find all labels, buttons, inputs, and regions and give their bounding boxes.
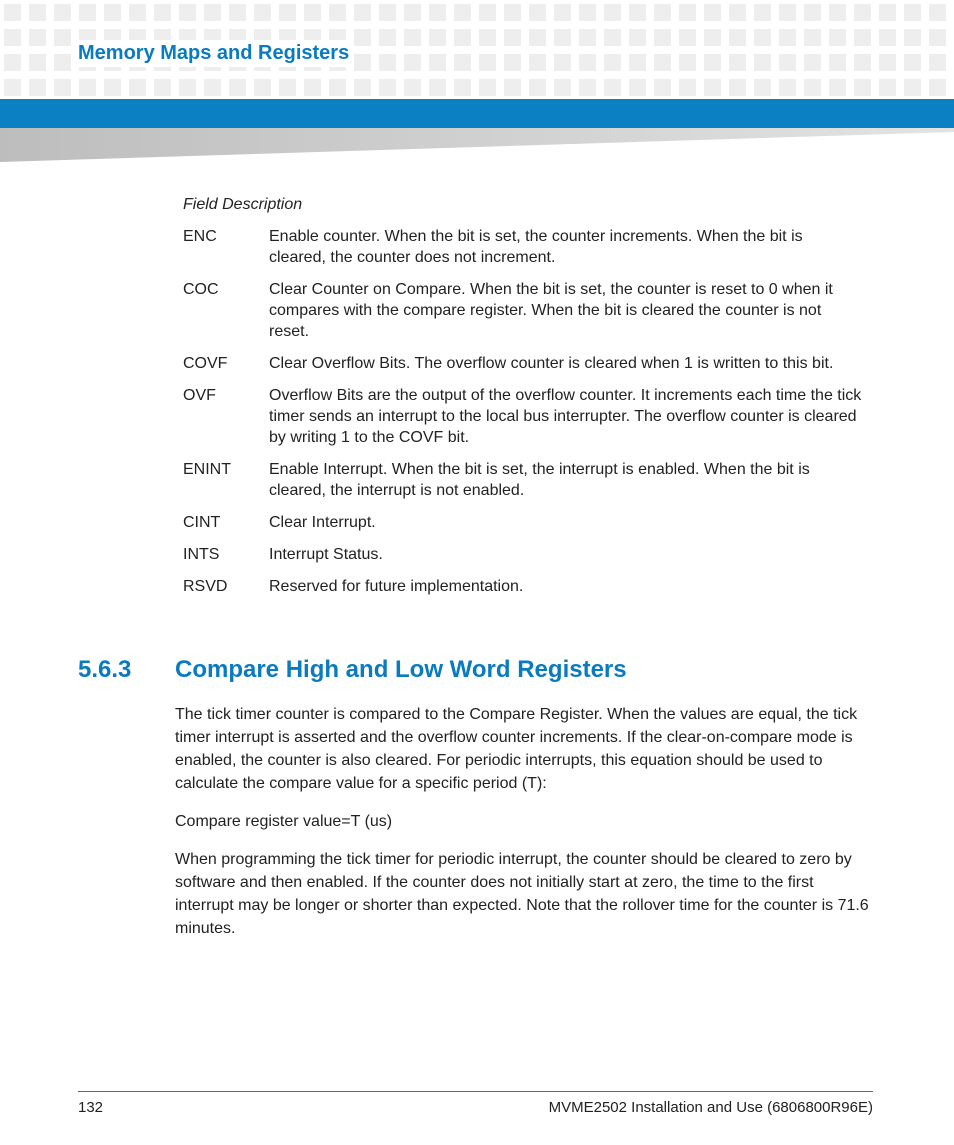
pattern-square xyxy=(404,29,421,46)
pattern-square xyxy=(779,29,796,46)
pattern-square xyxy=(754,29,771,46)
field-description: Clear Interrupt. xyxy=(269,514,376,531)
pattern-square xyxy=(179,79,196,96)
pattern-square xyxy=(4,54,21,71)
pattern-square xyxy=(354,29,371,46)
pattern-square xyxy=(29,29,46,46)
pattern-square xyxy=(379,79,396,96)
field-description: Enable Interrupt. When the bit is set, the interrupt is enabled. When the bit is cleared, the interrupt is not enabled. xyxy=(269,461,810,499)
pattern-square xyxy=(629,4,646,21)
pattern-square xyxy=(379,4,396,21)
field-description: Interrupt Status. xyxy=(269,546,383,563)
pattern-square xyxy=(29,79,46,96)
pattern-square xyxy=(804,4,821,21)
pattern-square xyxy=(779,4,796,21)
pattern-square xyxy=(54,29,71,46)
pattern-square xyxy=(429,79,446,96)
pattern-square xyxy=(929,54,946,71)
pattern-square xyxy=(729,79,746,96)
table-row xyxy=(183,279,863,342)
header-blue-band xyxy=(0,99,954,128)
pattern-square xyxy=(904,54,921,71)
pattern-square xyxy=(754,54,771,71)
pattern-square xyxy=(554,79,571,96)
pattern-square xyxy=(654,4,671,21)
pattern-square xyxy=(204,4,221,21)
pattern-square xyxy=(504,4,521,21)
pattern-square xyxy=(729,54,746,71)
pattern-square xyxy=(4,29,21,46)
pattern-square xyxy=(829,29,846,46)
pattern-square xyxy=(579,29,596,46)
pattern-square xyxy=(854,79,871,96)
pattern-square xyxy=(454,29,471,46)
pattern-square xyxy=(404,79,421,96)
pattern-square xyxy=(679,79,696,96)
pattern-square xyxy=(554,54,571,71)
pattern-square xyxy=(904,29,921,46)
table-row xyxy=(183,385,863,448)
pattern-square xyxy=(354,79,371,96)
field-description: Reserved for future implementation. xyxy=(269,578,524,595)
pattern-square xyxy=(804,79,821,96)
pattern-square xyxy=(354,54,371,71)
field-name: ENINT xyxy=(183,461,231,478)
pattern-square xyxy=(704,79,721,96)
pattern-square xyxy=(754,4,771,21)
pattern-square xyxy=(554,29,571,46)
pattern-square xyxy=(904,79,921,96)
pattern-square xyxy=(154,79,171,96)
section-heading xyxy=(78,656,627,684)
pattern-square xyxy=(504,79,521,96)
pattern-square xyxy=(854,29,871,46)
paragraph: When programming the tick timer for periodic interrupt, the counter should be cleared to zero by software and then enabled. If the counter does not initially start at zero, the time to the first interrupt may be longer or shorter than expected. Note that the rollover time for the counter is 71.6 minutes. xyxy=(175,851,869,937)
pattern-square xyxy=(854,4,871,21)
field-name: OVF xyxy=(183,387,216,404)
pattern-square xyxy=(704,4,721,21)
table-row xyxy=(183,512,863,533)
pattern-square xyxy=(879,4,896,21)
pattern-square xyxy=(804,54,821,71)
pattern-square xyxy=(629,79,646,96)
pattern-square xyxy=(254,79,271,96)
pattern-square xyxy=(479,4,496,21)
pattern-square xyxy=(654,79,671,96)
pattern-square xyxy=(379,54,396,71)
field-name: COVF xyxy=(183,355,228,372)
pattern-square xyxy=(604,4,621,21)
pattern-square xyxy=(104,79,121,96)
pattern-square xyxy=(579,54,596,71)
field-name: RSVD xyxy=(183,578,228,595)
pattern-square xyxy=(354,4,371,21)
pattern-square xyxy=(454,54,471,71)
pattern-square xyxy=(754,79,771,96)
pattern-square xyxy=(79,4,96,21)
field-name: INTS xyxy=(183,546,220,563)
pattern-square xyxy=(529,79,546,96)
field-name: CINT xyxy=(183,514,221,531)
pattern-square xyxy=(679,4,696,21)
field-name: COC xyxy=(183,281,219,298)
table-row xyxy=(183,226,863,268)
pattern-square xyxy=(4,4,21,21)
pattern-square xyxy=(829,54,846,71)
pattern-square xyxy=(579,4,596,21)
pattern-square xyxy=(929,79,946,96)
pattern-square xyxy=(529,29,546,46)
paragraph: The tick timer counter is compared to the Compare Register. When the values are equal, the tick timer interrupt is asserted and the overflow counter increments. If the clear-on-compare mode is enabled, the counter is also cleared. For periodic interrupts, this equation should be used to calculate the compare value for a specific period (T): xyxy=(175,706,858,792)
pattern-square xyxy=(629,54,646,71)
pattern-square xyxy=(404,54,421,71)
pattern-square xyxy=(779,79,796,96)
pattern-square xyxy=(579,79,596,96)
pattern-square xyxy=(229,4,246,21)
field-description: Clear Counter on Compare. When the bit is set, the counter is reset to 0 when it compares with the compare register. When the bit is cleared the counter is not reset. xyxy=(269,281,833,340)
pattern-square xyxy=(279,4,296,21)
table-row xyxy=(183,459,863,501)
pattern-square xyxy=(479,79,496,96)
pattern-square xyxy=(929,29,946,46)
equation: Compare register value=T (us) xyxy=(175,813,393,830)
pattern-square xyxy=(879,29,896,46)
pattern-square xyxy=(4,79,21,96)
pattern-square xyxy=(529,54,546,71)
pattern-square xyxy=(229,79,246,96)
pattern-square xyxy=(704,54,721,71)
pattern-square xyxy=(404,4,421,21)
pattern-square xyxy=(804,29,821,46)
pattern-square xyxy=(679,29,696,46)
field-table xyxy=(183,226,863,608)
pattern-square xyxy=(54,79,71,96)
page-number: 132 xyxy=(78,1099,104,1116)
pattern-square xyxy=(429,4,446,21)
pattern-square xyxy=(504,29,521,46)
pattern-square xyxy=(479,54,496,71)
pattern-square xyxy=(454,79,471,96)
pattern-square xyxy=(604,79,621,96)
pattern-square xyxy=(304,4,321,21)
pattern-square xyxy=(929,4,946,21)
footer-rule xyxy=(78,1091,873,1092)
pattern-square xyxy=(479,29,496,46)
pattern-square xyxy=(304,79,321,96)
pattern-square xyxy=(829,4,846,21)
document-title: MVME2502 Installation and Use (6806800R96E) xyxy=(548,1099,873,1116)
pattern-square xyxy=(79,79,96,96)
pattern-square xyxy=(329,4,346,21)
pattern-square xyxy=(629,29,646,46)
table-row xyxy=(183,544,863,565)
pattern-square xyxy=(329,79,346,96)
pattern-square xyxy=(254,4,271,21)
pattern-square xyxy=(454,4,471,21)
pattern-square xyxy=(604,29,621,46)
field-description: Overflow Bits are the output of the overflow counter. It increments each time the tick timer sends an interrupt to the local bus interrupter. The overflow counter is cleared by writing 1 to the COVF bit. xyxy=(269,387,862,446)
pattern-square xyxy=(29,54,46,71)
header-grey-wedge xyxy=(0,128,954,164)
pattern-square xyxy=(729,4,746,21)
pattern-square xyxy=(429,54,446,71)
pattern-square xyxy=(179,4,196,21)
pattern-square xyxy=(729,29,746,46)
running-header-title: Memory Maps and Registers xyxy=(78,40,353,67)
pattern-square xyxy=(654,54,671,71)
pattern-square xyxy=(204,79,221,96)
section-number: 5.6.3 xyxy=(78,656,132,683)
pattern-square xyxy=(104,4,121,21)
field-name: ENC xyxy=(183,228,217,245)
pattern-square xyxy=(54,4,71,21)
pattern-square xyxy=(654,29,671,46)
pattern-square xyxy=(529,4,546,21)
field-description: Clear Overflow Bits. The overflow counter is cleared when 1 is written to this bit. xyxy=(269,355,834,372)
section-title: Compare High and Low Word Registers xyxy=(175,656,627,683)
pattern-square xyxy=(54,54,71,71)
table-row xyxy=(183,576,863,597)
pattern-square xyxy=(604,54,621,71)
pattern-square xyxy=(704,29,721,46)
pattern-square xyxy=(29,4,46,21)
pattern-square xyxy=(679,54,696,71)
field-description: Enable counter. When the bit is set, the counter increments. When the bit is cleared, the counter does not increment. xyxy=(269,228,803,266)
pattern-square xyxy=(504,54,521,71)
pattern-square xyxy=(829,79,846,96)
pattern-square xyxy=(279,79,296,96)
pattern-square xyxy=(779,54,796,71)
pattern-square xyxy=(879,54,896,71)
pattern-square xyxy=(379,29,396,46)
pattern-square xyxy=(154,4,171,21)
pattern-square xyxy=(554,4,571,21)
field-table-heading: Field Description xyxy=(183,196,303,213)
section-body xyxy=(175,703,875,955)
table-row xyxy=(183,353,863,374)
pattern-square xyxy=(854,54,871,71)
pattern-square xyxy=(429,29,446,46)
pattern-square xyxy=(129,4,146,21)
pattern-square xyxy=(879,79,896,96)
pattern-square xyxy=(904,4,921,21)
pattern-square xyxy=(129,79,146,96)
